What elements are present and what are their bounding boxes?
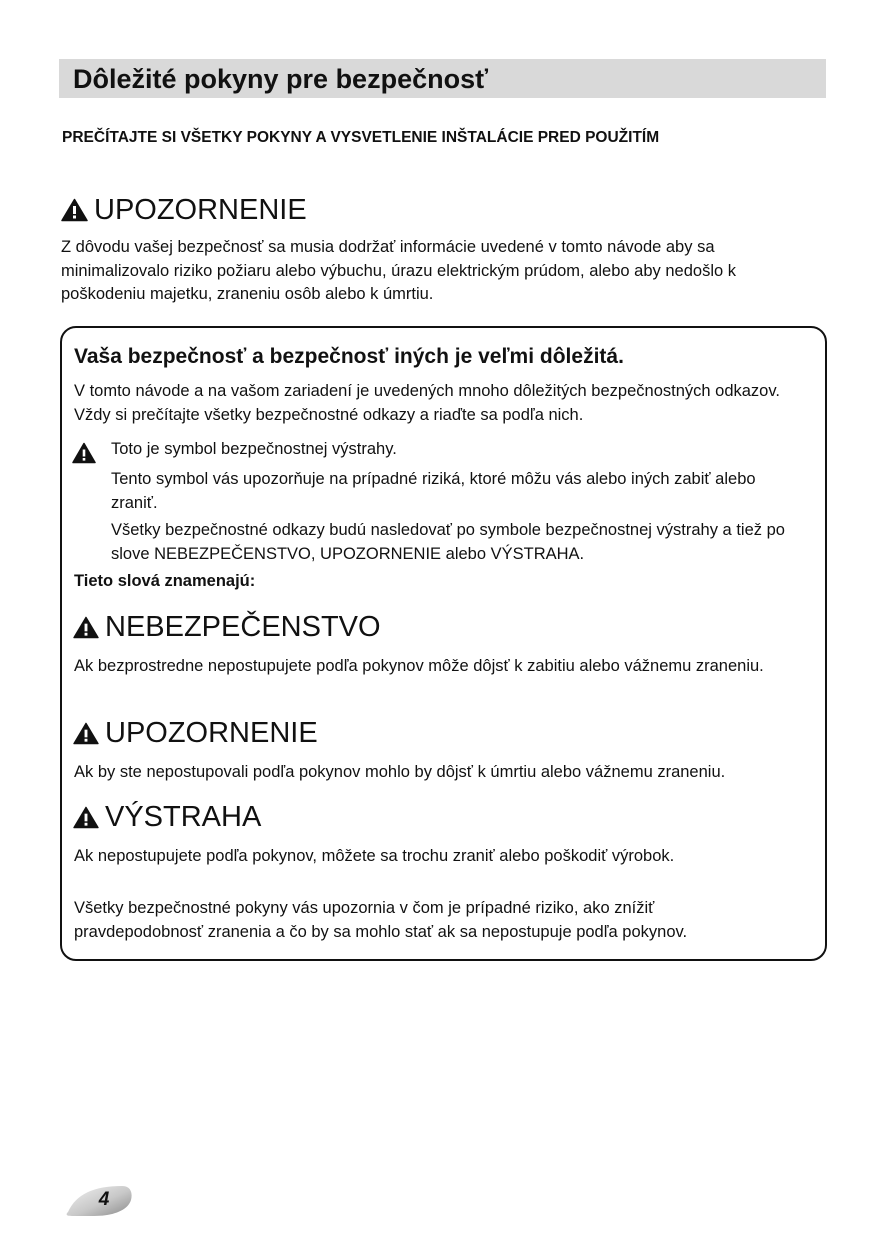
warning-triangle-icon: [72, 442, 96, 464]
caution-heading-text: VÝSTRAHA: [105, 801, 262, 833]
symbol-line-1: Toto je symbol bezpečnostnej výstrahy.: [111, 440, 397, 458]
intro-warning-heading: [61, 193, 307, 227]
warning-triangle-icon: [73, 722, 99, 745]
intro-warning-heading-text: UPOZORNENIE: [94, 194, 307, 226]
symbol-line-3: Všetky bezpečnostné odkazy budú nasledovať po symbole bezpečnostnej výstrahy a tiež po slove NEBEZPEČENSTVO, UPOZORNENIE alebo VÝSTRAHA.: [111, 521, 785, 563]
caution-text: Ak nepostupujete podľa pokynov, môžete sa trochu zraniť alebo poškodiť výrobok.: [74, 847, 675, 865]
caution-heading: [73, 800, 261, 834]
warning-triangle-icon: [73, 806, 99, 829]
warning-text: Ak by ste nepostupovali podľa pokynov mohlo by dôjsť k úmrtiu alebo vážnemu zraneniu.: [74, 763, 726, 781]
title-bar: [59, 59, 826, 98]
danger-text: Ak bezprostredne nepostupujete podľa pokynov môže dôjsť k zabitiu alebo vážnemu zraneniu.: [74, 657, 764, 675]
danger-heading: [73, 610, 381, 644]
page-title: Dôležité pokyny pre bezpečnosť: [73, 64, 489, 94]
intro-warning-text: Z dôvodu vašej bezpečnosť sa musia dodržať informácie uvedené v tomto návode aby sa minimalizovalo riziko požiaru alebo výbuchu, úrazu elektrickým prúdom, alebo aby nedošlo k poškodeniu majetku, zraneniu osôb alebo k úmrtiu.: [61, 238, 736, 303]
words-mean-label: Tieto slová znamenajú:: [74, 572, 256, 590]
warning-heading-text: UPOZORNENIE: [105, 717, 318, 749]
closing-text: Všetky bezpečnostné pokyny vás upozornia v čom je prípadné riziko, ako znížiť pravdepodobnosť zranenia a čo by sa mohlo stať ak sa nepostupuje podľa pokynov.: [74, 899, 688, 941]
warning-heading: [73, 716, 318, 750]
safety-box-title: Vaša bezpečnosť a bezpečnosť iných je veľmi dôležitá.: [74, 345, 624, 368]
symbol-line-2: Tento symbol vás upozorňuje na prípadné riziká, ktoré môžu vás alebo iných zabiť alebo zraniť.: [111, 470, 756, 512]
warning-triangle-icon: [61, 198, 88, 222]
page-number: 4: [98, 1189, 110, 1210]
page-subtitle: PREČÍTAJTE SI VŠETKY POKYNY A VYSVETLENIE INŠTALÁCIE PRED POUŽITÍM: [62, 129, 660, 146]
safety-box-intro: V tomto návode a na vašom zariadení je uvedených mnoho dôležitých bezpečnostných odkazov. Vždy si prečítajte všetky bezpečnostné odkazy a riaďte sa podľa nich.: [74, 382, 780, 424]
danger-heading-text: NEBEZPEČENSTVO: [105, 611, 381, 643]
warning-triangle-icon: [73, 616, 99, 639]
